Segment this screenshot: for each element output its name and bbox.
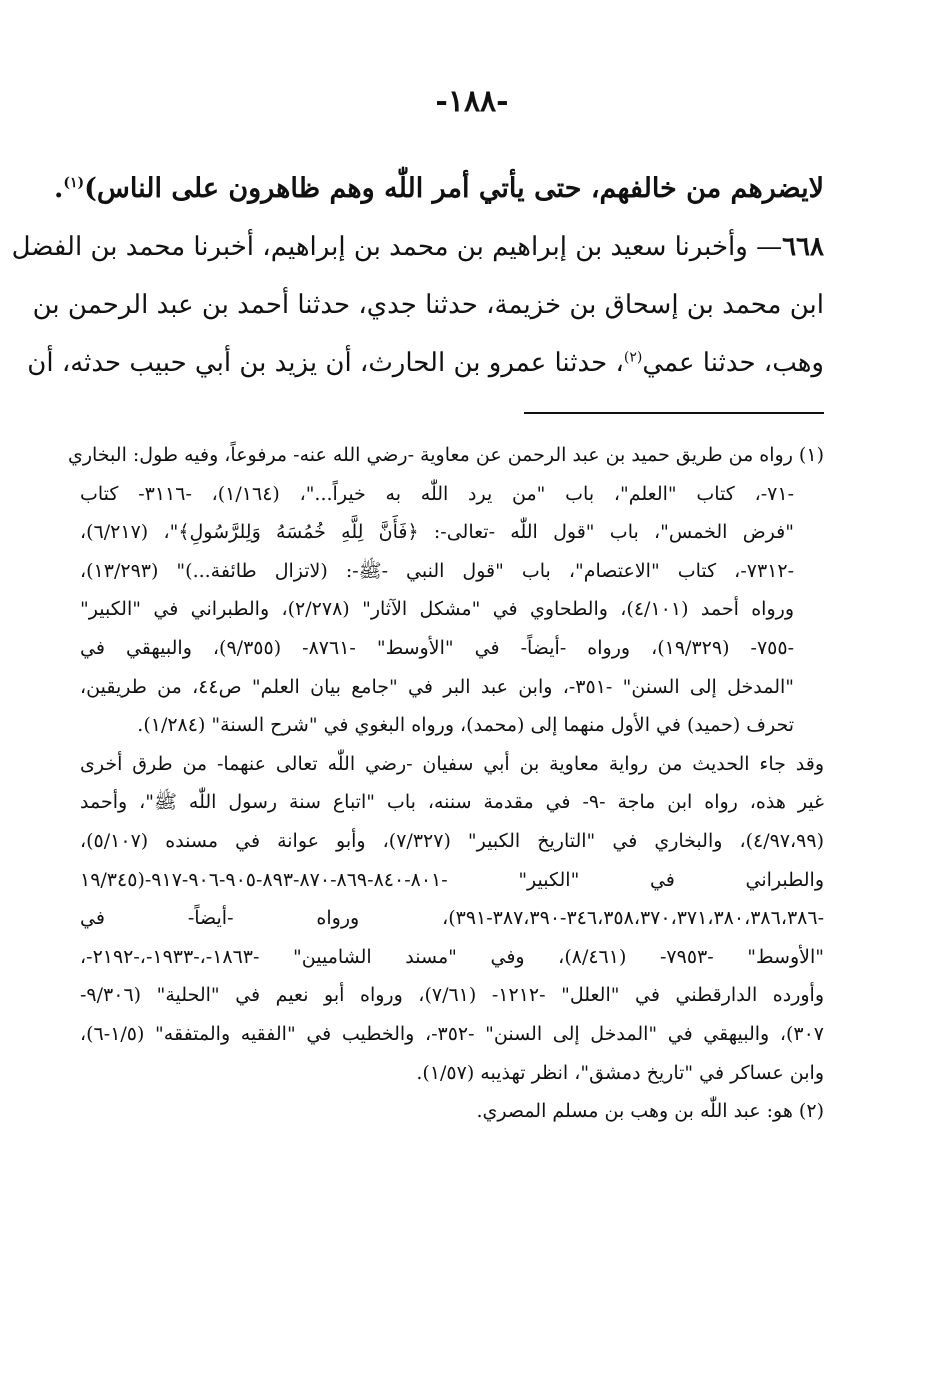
footnote-line: غير هذه، رواه ابن ماجة -٩- في مقدمة سننه، باب "اتباع سنة رسول اللّٰه ﷺ"، وأحمد xyxy=(80,791,824,814)
footnotes xyxy=(67,436,825,1131)
footnote-line: "فرض الخمس"، باب "قول اللّٰه -تعالى-: ﴿فَأَنَّ لِلَّهِ خُمُسَهُ وَلِلرَّسُولِ﴾"، (٦/٢١٧)، xyxy=(80,521,794,544)
footnote-line: ورواه أحمد (٤/١٠١)، والطحاوي في "مشكل الآثار" (٢/٢٧٨)، والطبراني في "الكبير" xyxy=(80,598,794,621)
sentence-period: . xyxy=(53,173,64,204)
main-text-line-2 xyxy=(11,218,824,276)
main-text-line-1-text: لايضرهم من خالفهم، حتى يأتي أمر اللّٰه وهم ظاهرون على الناس) xyxy=(84,173,824,204)
main-text-line-1 xyxy=(53,160,824,218)
footnote-line: -٣٤٦،٣٥٨،٣٧٠،٣٧١،٣٨٠،٣٨٦،٣٨٦-٣٨٧،٣٩٠-٣٩١)، ورواه -أيضاً- في xyxy=(80,907,824,930)
main-text-line-2-text: — وأخبرنا سعيد بن إبراهيم بن محمد بن إبراهيم، أخبرنا محمد بن الفضل xyxy=(11,232,783,262)
footnote-line: (١) رواه من طريق حميد بن عبد الرحمن عن معاوية -رضي الله عنه- مرفوعاً، وفيه طول: البخاري xyxy=(67,444,824,466)
footnote-marker-1: (١) xyxy=(63,175,85,191)
footnote-line: وابن عساكر في "تاريخ دمشق"، انظر تهذيبه (١/٥٧). xyxy=(416,1061,824,1084)
footnote-separator xyxy=(524,412,824,414)
page-number: -١٨٨- xyxy=(435,84,509,119)
footnote-line: (٢) هو: عبد اللّٰه بن وهب بن مسلم المصري. xyxy=(476,1100,824,1123)
footnote-line: -٧٣١٢-، كتاب "الاعتصام"، باب "قول النبي -ﷺ-: (لاتزال طائفة...)" (١٣/٢٩٣)، xyxy=(80,559,794,582)
footnote-line: تحرف (حميد) في الأول منهما إلى (محمد)، ورواه البغوي في "شرح السنة" (١/٢٨٤). xyxy=(137,714,794,737)
main-text-line-4 xyxy=(27,334,824,392)
footnote-line: "المدخل إلى السنن" -٣٥١-، وابن عبد البر في "جامع بيان العلم" ص٤٤، من طريقين، xyxy=(80,675,795,698)
footnote-marker-2: (٢) xyxy=(623,349,643,366)
footnote-line: "الأوسط" -٧٩٥٣- (٨/٤٦١)، وفي "مسند الشاميين" -١٨٦٣-،-١٩٣٣-،-٢١٩٢-، xyxy=(80,945,825,968)
main-text xyxy=(11,160,824,392)
hadith-number: ٦٦٨ xyxy=(782,232,824,262)
footnote-line: (٤/٩٧،٩٩)، والبخاري في "التاريخ الكبير" (٧/٣٢٧)، وأبو عوانة في مسنده (٥/١٠٧)، xyxy=(80,829,824,852)
footnote-line: والطبراني في "الكبير" -٨٠١-٨٤٠-٨٦٩-٨٧٠-٨٩٣-٩٠٥-٩٠٦-٩١٧-(١٩/٣٤٥ xyxy=(80,868,824,891)
main-text-line-4-end: ، حدثنا عمرو بن الحارث، أن يزيد بن أبي حبيب حدثه، أن xyxy=(27,348,624,378)
main-text-line-4-start: وهب، حدثنا عمي xyxy=(642,348,824,378)
footnote-line: -٧٥٥- (١٩/٣٢٩)، ورواه -أيضاً- في "الأوسط" -٨٧٦١- (٩/٣٥٥)، والبيهقي في xyxy=(80,636,794,659)
footnote-line: وأورده الدارقطني في "العلل" -١٢١٢- (٧/٦١)، ورواه أبو نعيم في "الحلية" (٩/٣٠٦- xyxy=(80,984,825,1007)
footnote-line: وقد جاء الحديث من رواية معاوية بن أبي سفيان -رضي اللّٰه تعالى عنهما- من طرق أخرى xyxy=(80,752,824,775)
main-text-line-3: ابن محمد بن إسحاق بن خزيمة، حدثنا جدي، حدثنا أحمد بن عبد الرحمن بن xyxy=(32,290,824,320)
footnote-line: -٧١-، كتاب "العلم"، باب "من يرد اللّٰه به خيراً..."، (١/١٦٤)، -٣١١٦- كتاب xyxy=(80,482,794,505)
footnote-line: ٣٠٧)، والبيهقي في "المدخل إلى السنن" -٣٥٢-، والخطيب في "الفقيه والمتفقه" (١/٥-٦)، xyxy=(80,1022,825,1045)
